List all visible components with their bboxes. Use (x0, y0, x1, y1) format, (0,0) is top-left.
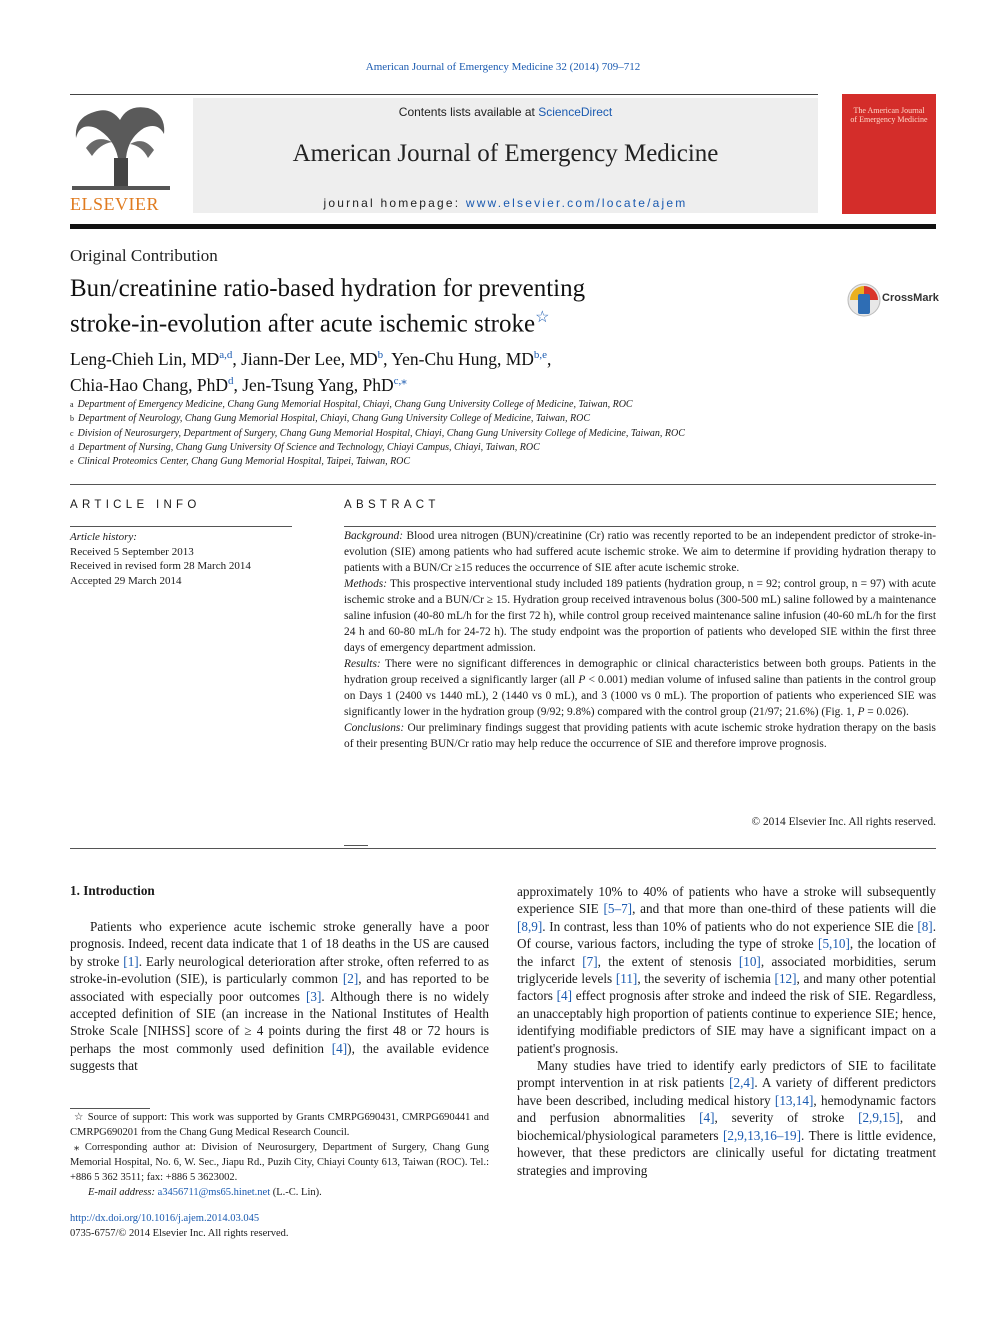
received-date: Received 5 September 2013 (70, 545, 194, 558)
footnote-asterisk: ⁎ (74, 1142, 80, 1153)
body-text: , and has reported to be associated with especially poor outcomes (70, 971, 489, 1004)
doi-url[interactable]: http://dx.doi.org/10.1016/j.ajem.2014.03.045 (70, 1213, 260, 1224)
title-line-2-text: stroke-in-evolution after acute ischemic stroke (70, 310, 536, 338)
abstract-methods (344, 576, 936, 656)
contents-prefix: Contents lists available at (398, 105, 539, 119)
article-section-type: Original Contribution (70, 246, 218, 265)
footnote-rule (70, 1108, 150, 1109)
body-text: , the location of the infarct (517, 936, 936, 969)
p-symbol: P (857, 706, 865, 718)
results-label: Results: (344, 658, 381, 670)
affiliation-label: a (70, 400, 74, 409)
body-text: , hemodynamic factors and perfusion abnormalities (517, 1092, 936, 1126)
doi-link[interactable] (70, 1213, 259, 1224)
footnote-star: ☆ (74, 1112, 85, 1123)
author-affil[interactable]: d (227, 374, 234, 387)
introduction-heading: 1. Introduction (70, 883, 155, 898)
author-sep: , (232, 348, 242, 369)
affiliation-text: Clinical Proteomics Center, Chang Gung Memorial Hospital, Taipei, Taiwan, ROC (77, 456, 411, 468)
article-info-rule (70, 526, 292, 527)
abstract-heading: ABSTRACT (344, 499, 440, 511)
affiliation-text: Department of Emergency Medicine, Chang Gung Memorial Hospital, Chiayi, Chang Gung University College of Medicine, Taiwan, ROC (77, 399, 633, 410)
revised-date: Received in revised form 28 March 2014 (70, 560, 251, 572)
abstract-copyright: © 2014 Elsevier Inc. All rights reserved. (751, 816, 936, 828)
reference-link[interactable]: [4] (331, 1040, 348, 1056)
reference-link[interactable]: [11] (615, 971, 638, 987)
author-list (70, 344, 830, 396)
contents-line (193, 105, 818, 119)
author-line-2 (70, 370, 830, 396)
author-sep: , (233, 374, 243, 395)
email-label: E-mail address: (88, 1187, 155, 1198)
body-text: , and that more than one-third of these patients will die (632, 901, 936, 917)
reference-link[interactable]: [2] (342, 971, 359, 987)
article-history (70, 530, 300, 588)
affiliation (70, 441, 930, 455)
journal-cover[interactable] (842, 94, 936, 214)
background-label: Background: (344, 530, 404, 542)
affiliation (70, 398, 930, 412)
affiliation (70, 427, 930, 441)
affiliation-label: e (70, 457, 74, 467)
author-affil[interactable]: c,⁎ (393, 374, 407, 387)
homepage-prefix: journal homepage: (323, 196, 466, 210)
homepage-link[interactable]: www.elsevier.com/locate/ajem (465, 196, 688, 210)
body-column-right (517, 883, 936, 1179)
reference-link[interactable]: [4] (699, 1110, 715, 1126)
abstract-body (344, 528, 936, 752)
body-text: . In contrast, less than 10% of patients who do not experience SIE die (542, 918, 918, 934)
affiliation (70, 412, 930, 426)
email-owner: (L.-C. Lin). (270, 1187, 322, 1198)
header-thick-rule (70, 224, 936, 229)
body-text: . There is little evidence, however, that these predictors are clinically useful for dictating treatment strategies and improving (517, 1127, 936, 1178)
reference-link[interactable]: [3] (306, 988, 322, 1004)
p-symbol: P (578, 674, 586, 686)
accepted-date: Accepted 29 March 2014 (70, 574, 182, 587)
author-name[interactable]: Yen-Chu Hung, MD (391, 348, 534, 369)
journal-citation[interactable]: American Journal of Emergency Medicine 32 (2014) 709–712 (365, 61, 641, 73)
body-rule (70, 848, 936, 849)
methods-text: This prospective interventional study included 189 patients (hydration group, n = 92; control group, n = 97) with acute ischemic stroke and a BUN/Cr ≥ 15. Hydration group received intravenous bolus (300-500 mL) saline followed by a maintenance saline infusion (40-80 mL/h for the first 72 h), while control group received maintenance saline infusion (40-60 mL/h for the first 24 h and 60-80 mL/h for 24-72 h). The study endpoint was the proportion of patients who developed SIE within the first three days of emergency department admission. (344, 578, 936, 654)
author-line-1 (70, 344, 830, 370)
reference-link[interactable]: [8,9] (517, 918, 543, 934)
conclusions-label: Conclusions: (344, 722, 405, 734)
body-column-left (70, 918, 489, 1075)
reference-link[interactable]: [2,9,13,16–19] (723, 1127, 802, 1143)
conclusions-text: Our preliminary findings suggest that providing patients with acute ischemic stroke hydration therapy on the basis of their presenting BUN/Cr ratio may help reduce the occurrence of SIE and therefore improve prognosis. (344, 722, 936, 750)
body-text: , and many other potential factors (517, 971, 936, 1004)
funding-footnote (70, 1110, 489, 1140)
elsevier-logo[interactable] (66, 98, 176, 216)
affiliation-label: d (70, 442, 74, 452)
intro-paragraph (517, 883, 936, 1057)
title-line-1: Bun/creatinine ratio-based hydration for preventing (70, 275, 586, 302)
reference-link[interactable]: [1] (123, 953, 139, 969)
crossmark-icon (846, 282, 882, 318)
author-affil[interactable]: b (377, 349, 384, 361)
reference-link[interactable]: [10] (738, 953, 761, 969)
article-title (70, 274, 770, 338)
body-text: approximately 10% to 40% of patients who have a stroke will subsequently experience SIE (517, 884, 936, 917)
email-link[interactable]: a3456711@ms65.hinet.net (157, 1187, 271, 1198)
journal-homepage (193, 196, 818, 210)
title-line-2 (70, 303, 770, 338)
background-text: Blood urea nitrogen (BUN)/creatinine (Cr) ratio was recently reported to be an independent predictor of stroke-in-evolution (SIE) among patients who had suffered acute ischemic stroke. We aim to determine if providing hydration therapy to patients with a BUN/Cr ≥15 reduces the occurrence of SIE after acute ischemic stroke. (344, 530, 936, 574)
corresponding-footnote (70, 1140, 489, 1185)
body-text: . Early neurological deterioration after stroke, often referred to as stroke-in-evolution (SIE), is particularly common (70, 953, 489, 987)
author-name[interactable]: Jiann-Der Lee, MD (241, 348, 378, 369)
header-rule (70, 94, 818, 95)
reference-link[interactable]: [12] (774, 971, 797, 987)
sciencedirect-link[interactable]: ScienceDirect (538, 105, 613, 119)
crossmark-badge[interactable] (846, 282, 946, 318)
history-label: Article history: (70, 531, 137, 543)
intro-paragraph (517, 1057, 936, 1179)
reference-link[interactable]: [4] (556, 988, 573, 1004)
reference-link[interactable]: [13,14] (774, 1092, 814, 1108)
email-footnote (70, 1185, 489, 1200)
article-info-heading: ARTICLE INFO (70, 499, 201, 511)
intro-paragraph (70, 918, 489, 1075)
affiliation-text: Division of Neurosurgery, Department of Surgery, Chang Gung Memorial Hospital, Chiayi, Chang Gung University College of Medicine, Taiwan, ROC (77, 427, 685, 439)
author-name[interactable]: Jen-Tsung Yang, PhD (242, 374, 394, 395)
affiliations (70, 398, 930, 469)
publisher-name: ELSEVIER (70, 194, 159, 214)
affiliation-label: b (70, 414, 74, 424)
journal-title: American Journal of Emergency Medicine (292, 140, 719, 167)
body-text: . A variety of different predictors have been described, including medical history (517, 1075, 937, 1108)
section-rule (70, 484, 936, 485)
footnote-text: Source of support: This work was supported by Grants CMRPG690431, CMRPG690441 and CMRPG690201 from the Chang Gung Medical Research Council. (70, 1112, 489, 1138)
issn-line: 0735-6757/© 2014 Elsevier Inc. All rights reserved. (70, 1228, 289, 1239)
affiliation (70, 455, 930, 469)
footnotes (70, 1110, 489, 1200)
results-text: < 0.001) median volume of infused saline than patients in the control group on Days 1 (2400 vs 1440 mL), 2 (1440 vs 0 mL), and 3 (1000 vs 0 mL). The proportion of patients who experienced SIE was significantly lower in the hydration group (9/92; 9.8%) compared with the control group (21/97; 21.6%) (Fig. 1, (344, 674, 937, 718)
body-text: effect prognosis after stroke and indeed the risk of SIE. Regardless, an unacceptably high proportion of patients continue to experience SIE; hence, identifying modifiable predictors of SIE may have a significant impact on a patient's prognosis. (517, 988, 936, 1056)
author-sep: , (547, 348, 552, 369)
body-text: . Of course, various factors, including the type of stroke (517, 918, 936, 952)
author-affil[interactable]: a,d (219, 349, 233, 361)
reference-link[interactable]: [8] (917, 918, 933, 934)
abstract-results (344, 656, 936, 720)
body-text: , severity of stroke (714, 1110, 859, 1126)
abstract-background (344, 528, 936, 576)
body-text: , associated morbidities, serum triglyceride levels (517, 953, 936, 987)
results-text: = 0.026). (864, 706, 909, 718)
affiliation-text: Department of Neurology, Chang Gung Memorial Hospital, Chiayi, Chang Gung University College of Medicine, Taiwan, ROC (78, 413, 591, 425)
reference-link[interactable]: [7] (582, 953, 598, 969)
reference-link[interactable]: [2,4] (729, 1075, 755, 1091)
results-text: There were no significant differences in demographic or clinical characteristics between both groups. Patients in the hydration group received a significantly larger (all (344, 658, 936, 686)
body-text: Patients who experience acute ischemic stroke generally have a poor prognosis. Indeed, recent data indicate that 1 of 18 deaths in the US are caused by stroke (70, 919, 489, 969)
affiliation-label: c (70, 428, 74, 438)
body-text: . Although there is no widely accepted definition of SIE (an increase in the National Institutes of Health Stroke Scale [NIHSS] score of ≥ 4 points during the first 48 or 72 hours is perhaps the most commonly used definition (70, 988, 489, 1056)
author-name[interactable]: Leng-Chieh Lin, MD (70, 348, 220, 369)
reference-link[interactable]: [5,10] (818, 936, 850, 952)
crossmark-label: CrossMark (882, 292, 939, 304)
body-text: ), the available evidence suggests that (70, 1040, 489, 1074)
body-text: , the extent of stenosis (597, 953, 739, 969)
author-affil[interactable]: b,e (533, 349, 548, 361)
author-sep: , (383, 348, 392, 369)
affiliation-text: Department of Nursing, Chang Gung University Of Science and Technology, Chiayi Campus, Chiayi, Taiwan, ROC (78, 441, 540, 453)
author-name[interactable]: Chia-Hao Chang, PhD (70, 374, 228, 395)
abstract-conclusions (344, 720, 936, 752)
body-text: Many studies have tried to identify early predictors of SIE to facilitate prompt intervention in at risk patients (517, 1058, 936, 1091)
reference-link[interactable]: [2,9,15] (858, 1110, 900, 1126)
reference-link[interactable]: [5–7] (603, 901, 633, 917)
abstract-rule (344, 526, 936, 527)
body-text: , the severity of ischemia (637, 971, 775, 987)
footnote-text: Corresponding author at: Division of Neurosurgery, Department of Surgery, Chang Gung Memorial Hospital, No. 6, W. Sec., Jiapu Rd., Puzih City, Chiayi County 613, Taiwan (ROC). Tel.: +886 5 362 3511; fax: +886 5 3623002. (70, 1142, 489, 1183)
cover-title: The American Journal of Emergency Medicine (850, 106, 928, 124)
methods-label: Methods: (344, 578, 388, 590)
short-rule (344, 845, 368, 846)
body-text: , and biochemical/physiological parameters (517, 1110, 936, 1143)
title-footnote-star[interactable]: ☆ (535, 309, 550, 326)
